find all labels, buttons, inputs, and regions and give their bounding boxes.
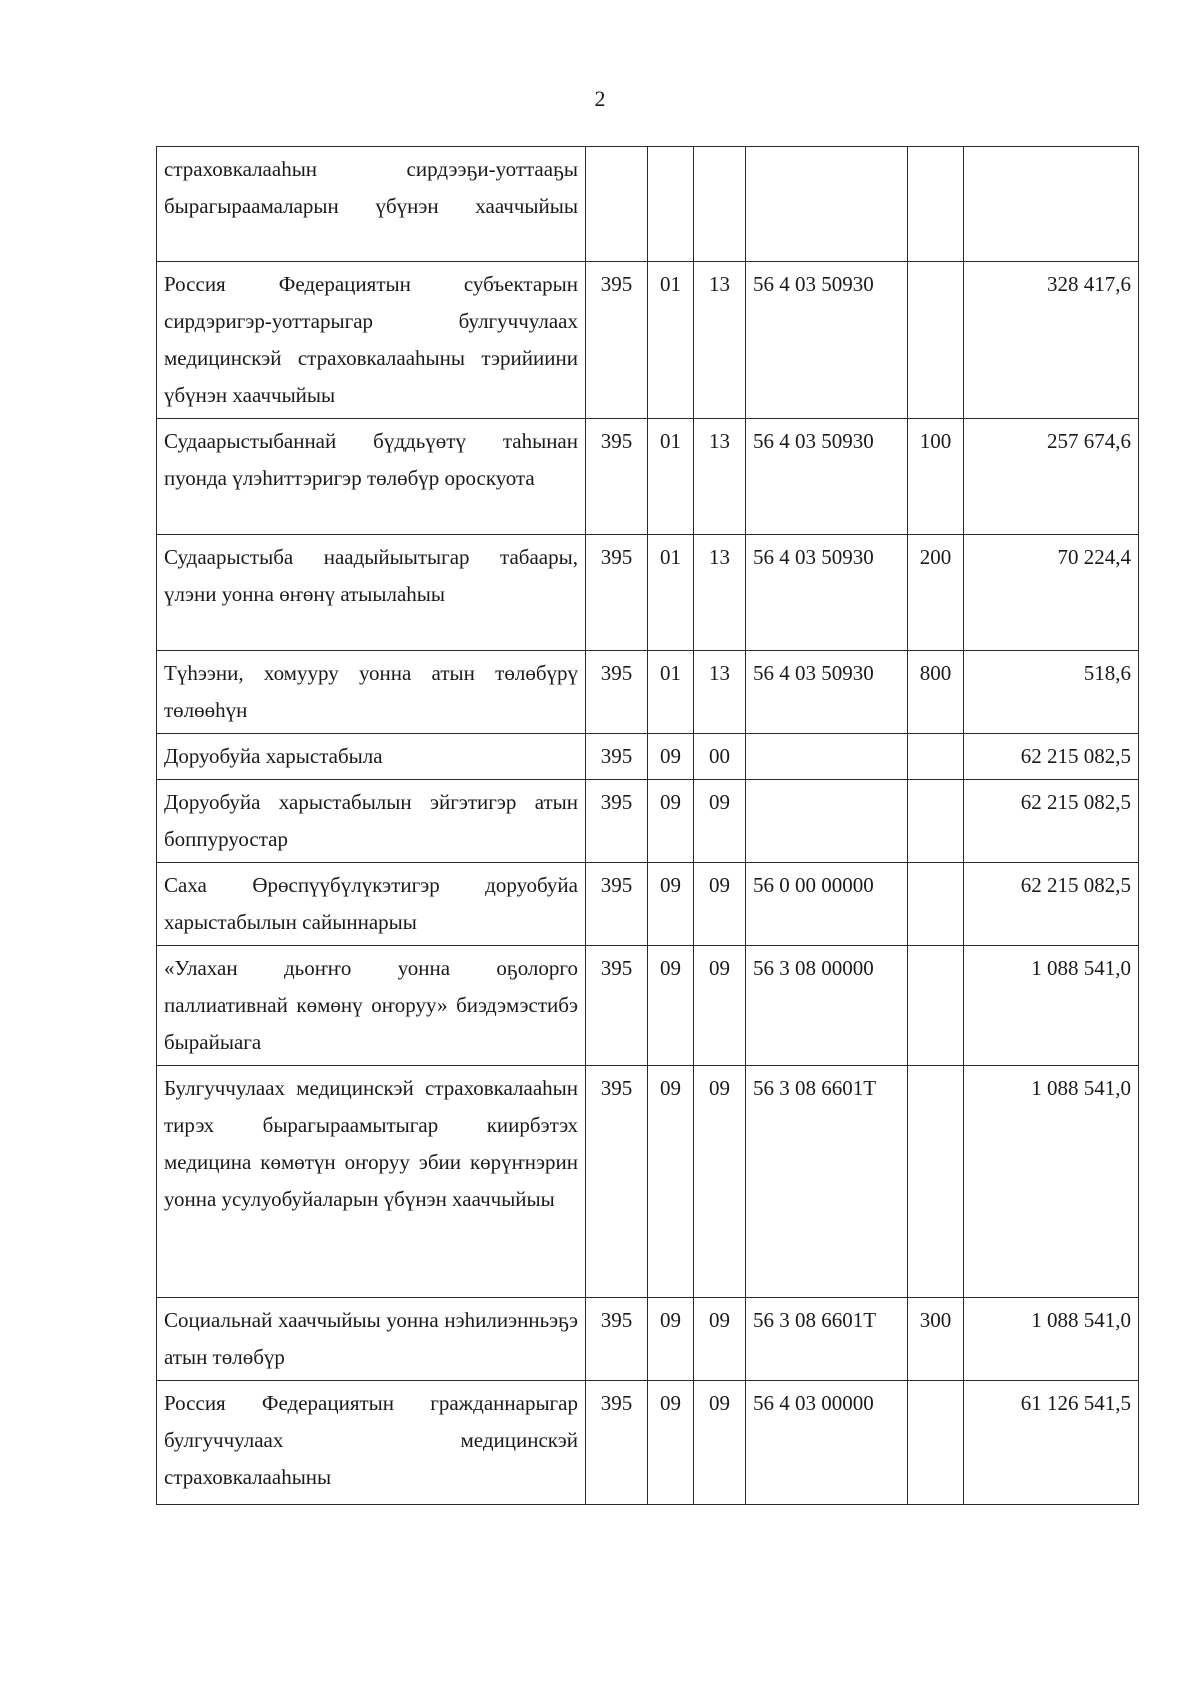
cell-amount: 328 417,6 [964,262,1139,419]
cell-section: 01 [648,651,694,734]
table-row [157,651,1139,734]
table-row [157,1066,1139,1298]
cell-grbs: 395 [586,535,648,651]
cell-section: 09 [648,1066,694,1298]
cell-grbs: 395 [586,1298,648,1381]
table-row [157,1298,1139,1381]
cell-expense-type: 200 [908,535,964,651]
table-row [157,535,1139,651]
cell-subsection: 00 [694,734,746,780]
cell-expense-type [908,147,964,262]
cell-section: 09 [648,863,694,946]
table-row [157,780,1139,863]
cell-subsection: 13 [694,535,746,651]
cell-target-article [746,780,908,863]
cell-target-article: 56 3 08 6601Т [746,1066,908,1298]
cell-target-article: 56 4 03 50930 [746,419,908,535]
row-description: Булгуччулаах медицинскэй страховкалааһын тирэх бырагыраамытыгар киирбэтэх медицина көмөтүн оҥоруу эбии көрүҥнэрин уонна усулуобуйаларын үбүнэн хааччыйыы [157,1066,586,1298]
table-row [157,734,1139,780]
cell-grbs: 395 [586,1381,648,1505]
row-description: Социальнай хааччыйыы уонна нэһилиэнньэҕэ атын төлөбүр [157,1298,586,1381]
cell-subsection: 09 [694,863,746,946]
cell-expense-type [908,734,964,780]
cell-target-article: 56 3 08 00000 [746,946,908,1066]
cell-grbs: 395 [586,734,648,780]
cell-section [648,147,694,262]
cell-subsection: 09 [694,1381,746,1505]
cell-amount: 62 215 082,5 [964,863,1139,946]
cell-grbs [586,147,648,262]
row-description: Судаарыстыба наадыйыытыгар табаары, үлэни уонна өҥөнү атыылаһыы [157,535,586,651]
table-row [157,863,1139,946]
row-description: Түһээни, хомууру уонна атын төлөбүрү төлөөһүн [157,651,586,734]
cell-subsection: 09 [694,1298,746,1381]
cell-amount: 518,6 [964,651,1139,734]
budget-table-container [156,146,1138,1505]
row-description: Россия Федерациятын субъектарын сирдэригэр-уоттарыгар булгуччулаах медицинскэй страховкалааһыны тэрийиини үбүнэн хааччыйыы [157,262,586,419]
cell-subsection: 13 [694,651,746,734]
cell-target-article: 56 4 03 50930 [746,262,908,419]
cell-grbs: 395 [586,262,648,419]
table-row [157,262,1139,419]
table-row [157,147,1139,262]
row-description: страховкалааһын сирдээҕи-уоттааҕы бырагыраамаларын үбүнэн хааччыйыы [157,147,586,262]
cell-target-article: 56 0 00 00000 [746,863,908,946]
cell-expense-type: 100 [908,419,964,535]
cell-section: 09 [648,780,694,863]
cell-amount: 1 088 541,0 [964,1298,1139,1381]
cell-subsection: 09 [694,1066,746,1298]
cell-expense-type [908,1381,964,1505]
cell-amount: 62 215 082,5 [964,780,1139,863]
cell-grbs: 395 [586,1066,648,1298]
cell-section: 09 [648,1381,694,1505]
cell-section: 09 [648,734,694,780]
cell-grbs: 395 [586,651,648,734]
cell-subsection [694,147,746,262]
cell-target-article: 56 4 03 50930 [746,651,908,734]
cell-expense-type [908,780,964,863]
row-description: Доруобуйа харыстабылын эйгэтигэр атын боппуруостар [157,780,586,863]
cell-target-article [746,147,908,262]
page-number: 2 [594,86,606,111]
cell-expense-type [908,863,964,946]
row-description: Судаарыстыбаннай бүддьүөтү таһынан пуонда үлэһиттэригэр төлөбүр ороскуота [157,419,586,535]
cell-expense-type: 800 [908,651,964,734]
cell-amount: 62 215 082,5 [964,734,1139,780]
cell-target-article: 56 4 03 50930 [746,535,908,651]
cell-grbs: 395 [586,946,648,1066]
cell-expense-type [908,1066,964,1298]
row-description: Россия Федерациятын гражданнарыгар булгуччулаах медицинскэй страховкалааһыны [157,1381,586,1505]
cell-section: 09 [648,946,694,1066]
table-row [157,419,1139,535]
cell-target-article [746,734,908,780]
cell-section: 09 [648,1298,694,1381]
cell-grbs: 395 [586,419,648,535]
cell-grbs: 395 [586,863,648,946]
cell-amount: 70 224,4 [964,535,1139,651]
cell-target-article: 56 4 03 00000 [746,1381,908,1505]
cell-amount: 1 088 541,0 [964,946,1139,1066]
cell-amount: 1 088 541,0 [964,1066,1139,1298]
cell-section: 01 [648,419,694,535]
budget-table [156,146,1139,1505]
row-description: Саха Өрөспүүбүлүкэтигэр доруобуйа харыстабылын сайыннарыы [157,863,586,946]
table-row [157,1381,1139,1505]
cell-grbs: 395 [586,780,648,863]
table-row [157,946,1139,1066]
row-description: Доруобуйа харыстабыла [157,734,586,780]
cell-expense-type: 300 [908,1298,964,1381]
cell-section: 01 [648,262,694,419]
cell-amount: 61 126 541,5 [964,1381,1139,1505]
cell-expense-type [908,946,964,1066]
cell-section: 01 [648,535,694,651]
cell-target-article: 56 3 08 6601Т [746,1298,908,1381]
cell-subsection: 13 [694,419,746,535]
cell-subsection: 13 [694,262,746,419]
cell-subsection: 09 [694,780,746,863]
row-description: «Улахан дьоҥҥо уонна оҕолорго паллиативнай көмөнү оҥоруу» биэдэмэстибэ бырайыага [157,946,586,1066]
cell-expense-type [908,262,964,419]
cell-amount [964,147,1139,262]
cell-subsection: 09 [694,946,746,1066]
cell-amount: 257 674,6 [964,419,1139,535]
